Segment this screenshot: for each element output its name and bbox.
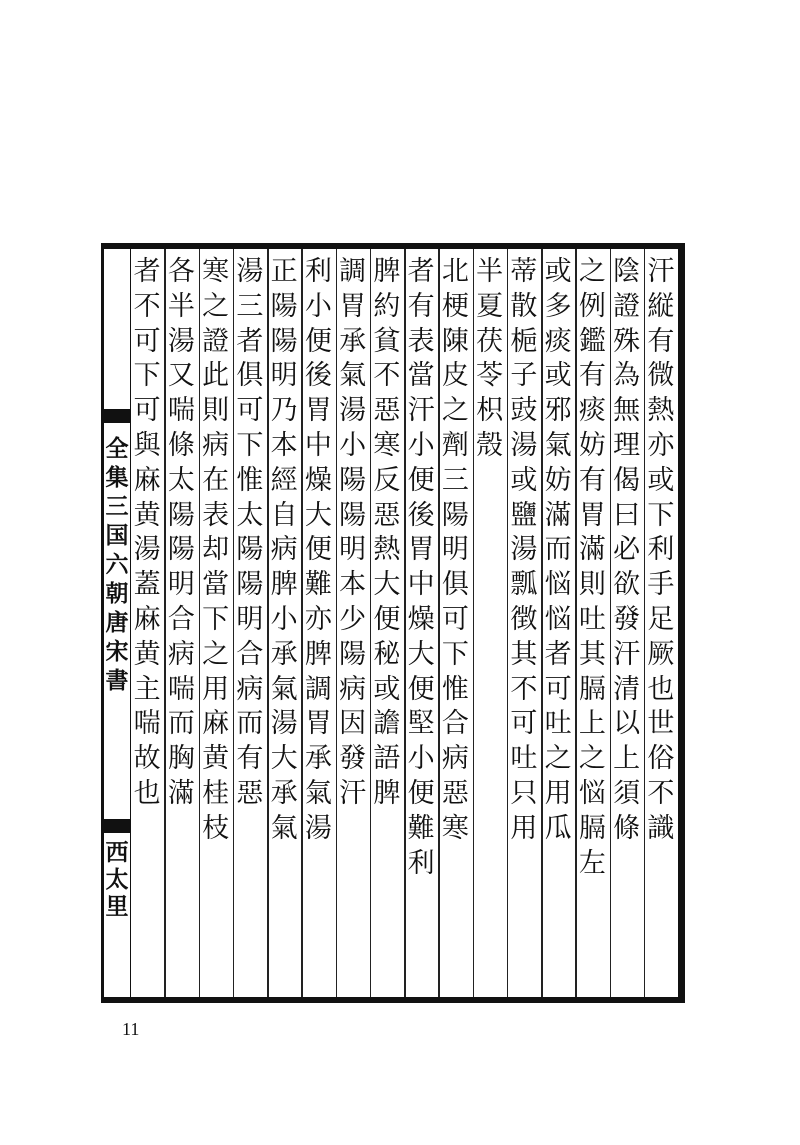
center-spine <box>104 249 131 997</box>
text-column <box>370 249 404 997</box>
column-text: 正 陽 陽 明 乃 本 經 自 病 脾 小 承 氣 湯 大 承 氣 <box>270 256 298 844</box>
text-column <box>301 249 335 997</box>
column-text: 之 例 鑑 有 痰 妨 有 胃 滿 則 吐 其 膈 上 之 悩 膈 左 <box>578 256 606 879</box>
column-text: 調 胃 承 氣 湯 小 陽 陽 明 本 少 陽 病 因 發 汗 <box>339 256 367 809</box>
column-text: 湯 三 者 俱 可 下 惟 太 陽 陽 明 合 病 而 有 惡 <box>236 256 264 809</box>
column-text: 者 有 表 當 汗 小 便 後 胃 中 燥 大 便 堅 小 便 難 利 <box>407 256 435 879</box>
column-text: 北 梗 陳 皮 之 劑 三 陽 明 俱 可 下 惟 合 病 惡 寒 <box>441 256 469 844</box>
text-column <box>541 249 575 997</box>
column-text: 陰 證 殊 為 無 理 偈 曰 必 欲 發 汗 清 以 上 須 條 <box>613 256 641 844</box>
text-column <box>404 249 438 997</box>
column-text: 利 小 便 後 胃 中 燥 大 便 難 亦 脾 調 胃 承 氣 湯 <box>304 256 332 844</box>
text-column <box>199 249 233 997</box>
column-text: 各 半 湯 又 喘 條 太 陽 陽 明 合 病 喘 而 胸 滿 <box>167 256 195 809</box>
text-column <box>438 249 472 997</box>
column-text: 汗 縦 有 微 熱 亦 或 下 利 手 足 厥 也 世 俗 不 識 <box>647 256 675 844</box>
spine-title: 全 集 三 国 六 朝 唐 宋 書 <box>105 435 129 694</box>
text-column <box>644 249 678 997</box>
column-text: 脾 約 貧 不 惡 寒 反 惡 熱 大 便 秘 或 譫 語 脾 <box>373 256 401 809</box>
text-column <box>130 249 164 997</box>
column-text: 者 不 可 下 可 與 麻 黄 湯 蓋 麻 黄 主 喘 故 也 <box>133 256 161 809</box>
page-frame <box>101 243 685 1003</box>
text-column <box>507 249 541 997</box>
text-column <box>267 249 301 997</box>
column-text: 或 多 痰 或 邪 氣 妨 滿 而 悩 悩 者 可 吐 之 用 瓜 <box>544 256 572 844</box>
text-column <box>336 249 370 997</box>
spine-folio: 西 太 里 <box>105 839 129 920</box>
text-column <box>610 249 644 997</box>
page-number: 11 <box>122 1019 140 1039</box>
column-text: 蒂 散 梔 子 豉 湯 或 鹽 湯 瓢 徴 其 不 可 吐 只 用 <box>510 256 538 844</box>
text-column <box>575 249 609 997</box>
column-text: 寒 之 證 此 則 病 在 表 却 當 下 之 用 麻 黄 桂 枝 <box>202 256 230 844</box>
column-text: 半 夏 茯 苓 枳 殼 <box>476 256 504 461</box>
fishtail-mark-bottom <box>104 819 130 833</box>
text-column <box>473 249 507 997</box>
text-column <box>233 249 267 997</box>
fishtail-mark-top <box>104 409 130 423</box>
text-column <box>164 249 198 997</box>
